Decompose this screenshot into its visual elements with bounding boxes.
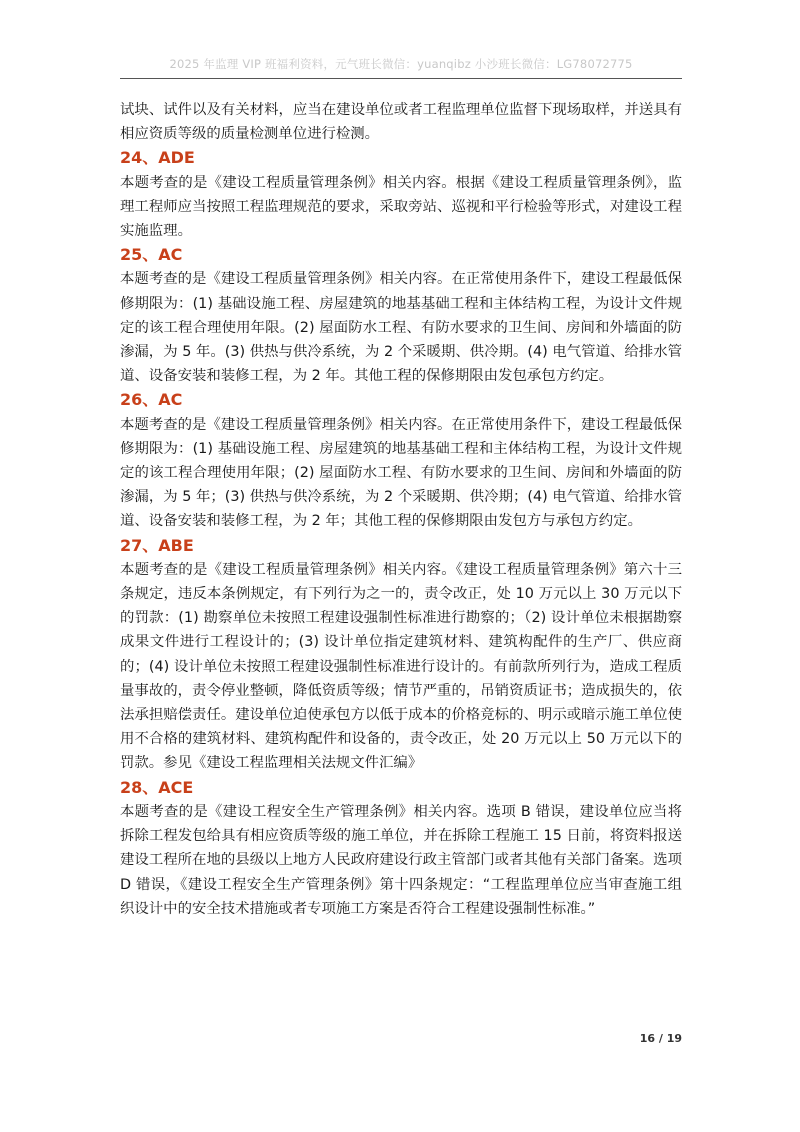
paragraph: 本题考查的是《建设工程质量管理条例》相关内容。根据《建设工程质量管理条例》，监理工程师应当按照工程监理规范的要求，采取旁站、巡视和平行检验等形式，对建设工程实施监理。 xyxy=(120,174,682,240)
page-number: 16 / 19 xyxy=(639,1032,682,1045)
page-header: 2025 年监理 VIP 班福利资料，元气班长微信：yuanqibz 小沙班长微信：LG78072775 xyxy=(169,57,633,71)
paragraph: 本题考查的是《建设工程质量管理条例》相关内容。在正常使用条件下，建设工程最低保修期限为：(1) 基础设施工程、房屋建筑的地基基础工程和主体结构工程，为设计文件规定的该工程合理使用年限；(2) 屋面防水工程、有防水要求的卫生间、房间和外墙面的防渗漏，为 5 年；(3) 供热与供冷系统，为 2 个采暖期、供冷期；(4) 电气管道、给排水管道、设备安装和装修工程，为 2 年；其他工程的保修期限由发包方与承包方约定。 xyxy=(120,416,682,530)
paragraph: 试块、试件以及有关材料，应当在建设单位或者工程监理单位监督下现场取样，并送具有相应资质等级的质量检测单位进行检测。 xyxy=(120,102,682,143)
paragraph: 本题考查的是《建设工程质量管理条例》相关内容。在正常使用条件下，建设工程最低保修期限为：(1) 基础设施工程、房屋建筑的地基基础工程和主体结构工程，为设计文件规定的该工程合理使用年限。(2) 屋面防水工程、有防水要求的卫生间、房间和外墙面的防渗漏，为 5 年。(3) 供热与供冷系统，为 2 个采暖期、供冷期。(4) 电气管道、给排水管道、设备安装和装修工程，为 2 年。其他工程的保修期限由发包承包方约定。 xyxy=(120,271,682,385)
answer-heading: 25、AC xyxy=(120,245,183,265)
header-divider xyxy=(120,78,682,79)
answer-heading: 27、ABE xyxy=(120,535,194,555)
answer-heading: 24、ADE xyxy=(120,148,195,168)
paragraph: 本题考查的是《建设工程质量管理条例》相关内容。《建设工程质量管理条例》第六十三条规定，违反本条例规定，有下列行为之一的，责令改正，处 10 万元以上 30 万元以下的罚款：(1) 勘察单位未按照工程建设强制性标准进行勘察的；（2) 设计单位未根据勘察成果文件进行工程设计的；(3) 设计单位指定建筑材料、建筑构配件的生产厂、供应商的；(4) 设计单位未按照工程建设强制性标准进行设计的。有前款所列行为，造成工程质量事故的，责令停业整顿，降低资质等级；情节严重的，吊销资质证书；造成损失的，依法承担赔偿责任。建设单位迫使承包方以低于成本的价格竞标的、明示或暗示施工单位使用不合格的建筑材料、建筑构配件和设备的，责令改正，处 20 万元以上 50 万元以下的罚款。参见《建设工程监理相关法规文件汇编》 xyxy=(120,561,682,772)
answer-heading: 28、ACE xyxy=(120,777,194,797)
document-body xyxy=(120,98,682,921)
answer-heading: 26、AC xyxy=(120,390,183,410)
paragraph: 本题考查的是《建设工程安全生产管理条例》相关内容。选项 B 错误，建设单位应当将拆除工程发包给具有相应资质等级的施工单位，并在拆除工程施工 15 日前，将资料报送建设工程所在地的县级以上地方人民政府建设行政主管部门或者其他有关部门备案。选项 D 错误，《建设工程安全生产管理条例》第十四条规定：“工程监理单位应当审查施工组织设计中的安全技术措施或者专项施工方案是否符合工程建设强制性标准。” xyxy=(120,803,682,917)
